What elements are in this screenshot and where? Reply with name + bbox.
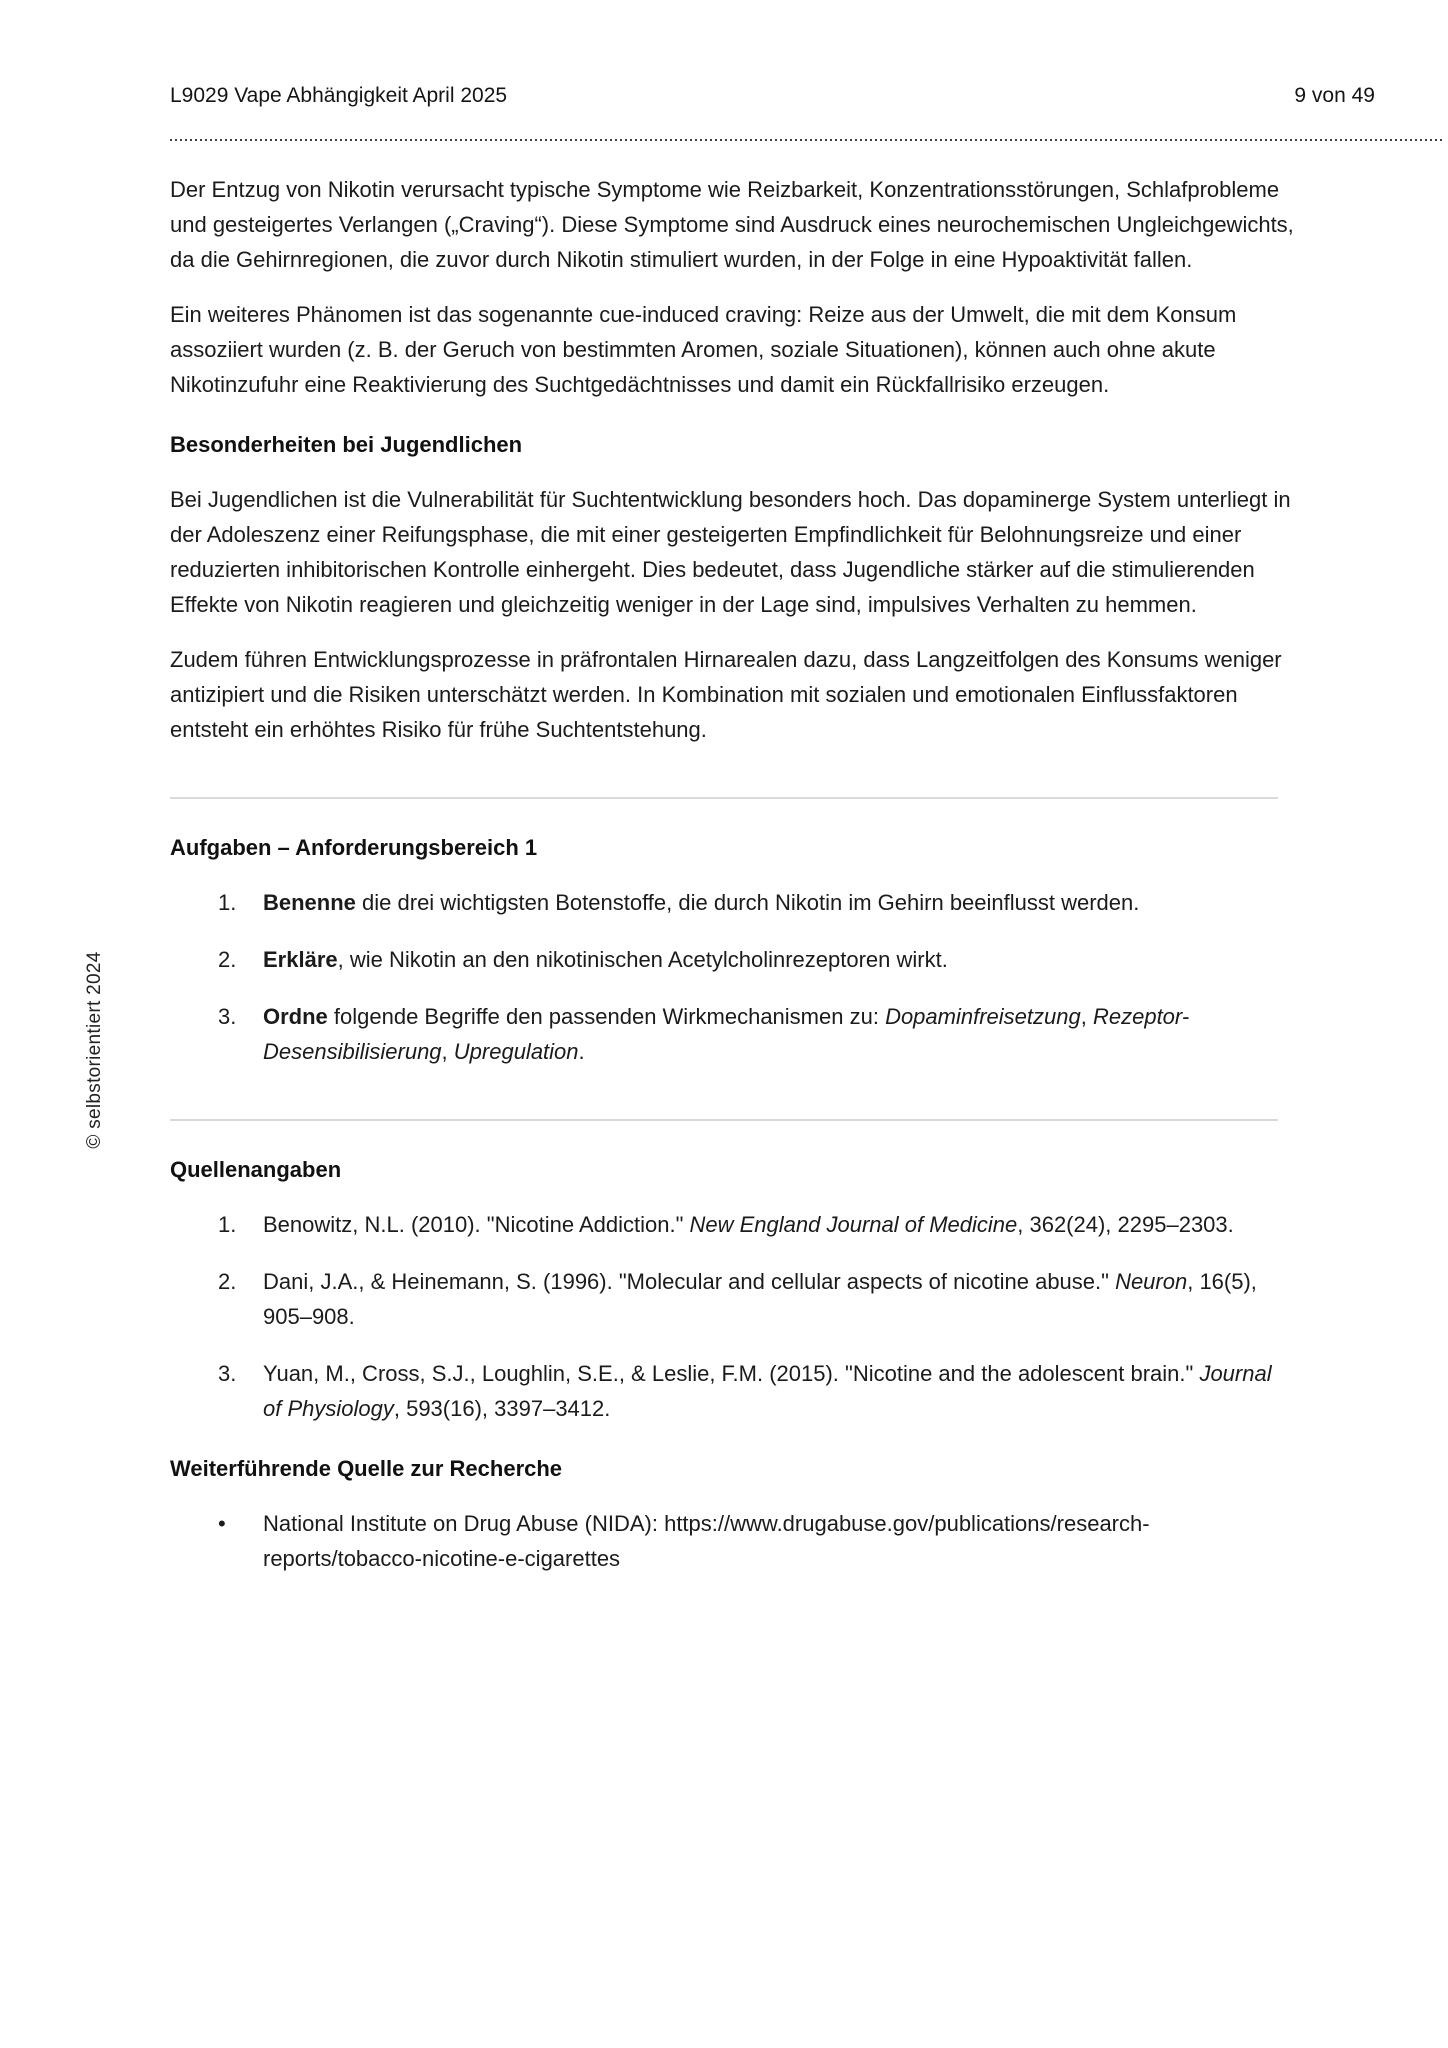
text-run: folgende Begriffe den passenden Wirkmechanismen zu: [327,1004,886,1029]
copyright-vertical-text: © selbstorientiert 2024 [84,951,105,1149]
text-run: Aufgaben – Anforderungsbereich 1 [170,835,538,860]
further-source-list [170,1506,1295,1576]
text-run: die drei wichtigsten Botenstoffe, die durch Nikotin im Gehirn beeinflusst werden. [355,890,1140,915]
text-run: Benenne [263,890,356,915]
text-run: Yuan, M., Cross, S.J., Loughlin, S.E., & Leslie, F.M. (2015). "Nicotine and the adolescent brain." [263,1361,1200,1386]
page-header [170,84,1375,108]
text-run: , 16(5), 905–908. [263,1269,1257,1329]
list-item-text [263,1511,1150,1571]
bullet-icon: • [218,1511,226,1536]
text-run: Ordne [263,1004,328,1029]
list-item [170,1207,1295,1242]
document-title: L9029 Vape Abhängigkeit April 2025 [170,84,508,107]
list-item [170,1506,1295,1576]
list-number: 3. [218,1361,237,1386]
text-run: , 362(24), 2295–2303. [1017,1212,1234,1237]
heading-aufgaben-anforderungsbereich-1 [170,830,1295,865]
text-run: Quellenangaben [170,1157,342,1182]
list-number: 1. [218,890,237,915]
text-run: Bei Jugendlichen ist die Vulnerabilität für Suchtentwicklung besonders hoch. Das dopaminerge System unterliegt in der Adoleszenz einer Reifungsphase, die mit einer gesteigerten Empfindlichkeit für Belohnungsreize und einer reduzierten inhibitorischen Kontrolle einhergeht. Dies bedeutet, dass Jugendliche stärker auf die stimulierenden Effekte von Nikotin reagieren und gleichzeitig weniger in der Lage sind, impulsives Verhalten zu hemmen. [170,487,1291,617]
section-divider-1 [170,797,1278,799]
text-run: National Institute on Drug Abuse (NIDA): https://www.drugabuse.gov/publications/research-reports/tobacco-nicotine-e-cigarettes [263,1511,1150,1571]
text-run: Ein weiteres Phänomen ist das sogenannte cue-induced craving: Reize aus der Umwelt, die mit dem Konsum assoziiert wurden (z. B. der Geruch von bestimmten Aromen, soziale Situationen), können auch ohne akute Nikotinzufuhr eine Reaktivierung des Suchtgedächtnisses und damit ein Rückfallrisiko erzeugen. [170,302,1237,397]
page-number: 9 von 49 [1294,84,1375,107]
heading-besonderheiten-jugendliche [170,427,1295,462]
paragraph-nikotin-entzug [170,172,1295,277]
list-item [170,1356,1295,1426]
heading-quellenangaben [170,1152,1295,1187]
text-run: Rezeptor-Desensibilisierung [263,1004,1190,1064]
paragraph-praefrontale-entwicklung [170,642,1295,747]
task-list [170,885,1295,1069]
document-body [170,155,1295,1598]
text-run: Dani, J.A., & Heinemann, S. (1996). "Molecular and cellular aspects of nicotine abuse." [263,1269,1116,1294]
list-item [170,999,1295,1069]
text-run: Erkläre [263,947,338,972]
list-number: 1. [218,1212,237,1237]
text-run: Zudem führen Entwicklungsprozesse in präfrontalen Hirnarealen dazu, dass Langzeitfolgen des Konsums weniger antizipiert und die Risiken unterschätzt werden. In Kombination mit sozialen und emotionalen Einflussfaktoren entsteht ein erhöhtes Risiko für frühe Suchtentstehung. [170,647,1282,742]
list-item-text [263,947,948,972]
text-run: , 593(16), 3397–3412. [393,1396,611,1421]
list-item-text [263,1004,1189,1064]
text-run: . [578,1039,585,1064]
text-run: Benowitz, N.L. (2010). "Nicotine Addiction." [263,1212,690,1237]
list-item [170,1264,1295,1334]
list-item-text [263,890,1139,915]
list-number: 3. [218,1004,237,1029]
text-run: , wie Nikotin an den nikotinischen Acetylcholinrezeptoren wirkt. [337,947,948,972]
text-run: , [441,1039,454,1064]
list-number: 2. [218,947,237,972]
text-run: Dopaminfreisetzung [885,1004,1081,1029]
list-item [170,942,1295,977]
text-run: New England Journal of Medicine [689,1212,1018,1237]
text-run: Besonderheiten bei Jugendlichen [170,432,523,457]
text-run: Weiterführende Quelle zur Recherche [170,1456,563,1481]
paragraph-vulnerabilitaet [170,482,1295,622]
text-run: Neuron [1115,1269,1188,1294]
list-item-text [263,1212,1234,1237]
header-dotted-rule [170,139,1444,141]
text-run: Der Entzug von Nikotin verursacht typische Symptome wie Reizbarkeit, Konzentrationsstörungen, Schlafprobleme und gesteigertes Verlangen („Craving“). Diese Symptome sind Ausdruck eines neurochemischen Ungleichgewichts, da die Gehirnregionen, die zuvor durch Nikotin stimuliert wurden, in der Folge in eine Hypoaktivität fallen. [170,177,1294,272]
section-divider-2 [170,1119,1278,1121]
list-number: 2. [218,1269,237,1294]
list-item [170,885,1295,920]
list-item-text [263,1361,1272,1421]
text-run: Upregulation [453,1039,579,1064]
paragraph-cue-induced-craving [170,297,1295,402]
text-run: , [1080,1004,1093,1029]
text-run: Journal of Physiology [263,1361,1272,1421]
heading-weiterfuehrende-quelle [170,1451,1295,1486]
list-item-text [263,1269,1257,1329]
source-list [170,1207,1295,1426]
